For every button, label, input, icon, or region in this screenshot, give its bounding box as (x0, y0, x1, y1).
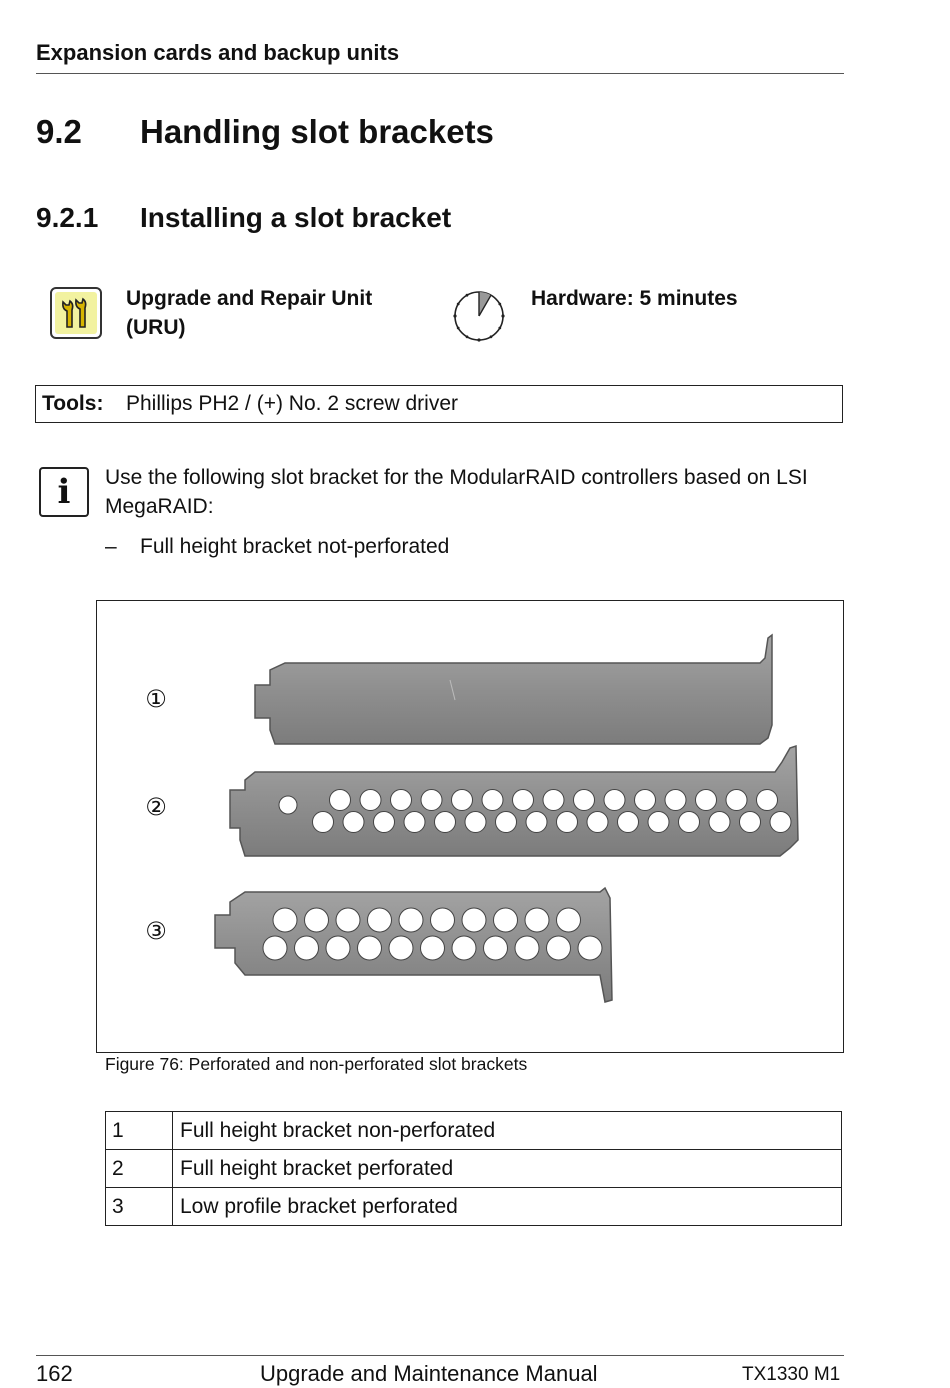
perforation-hole (547, 936, 571, 960)
perforation-hole (330, 790, 351, 811)
perforation-hole (574, 790, 595, 811)
figure-caption: Figure 76: Perforated and non-perforated slot brackets (105, 1054, 528, 1074)
perforation-hole (557, 812, 578, 833)
bracket-non-perforated (255, 635, 772, 744)
legend-text: Low profile bracket perforated (173, 1188, 842, 1226)
perforation-hole (336, 908, 360, 932)
perforation-hole (374, 812, 395, 833)
running-header: Expansion cards and backup units (36, 40, 400, 65)
perforation-hole (404, 812, 425, 833)
legend-table (105, 1111, 842, 1226)
uru-label-line2: (URU) (126, 316, 186, 339)
perforation-hole (462, 908, 486, 932)
legend-num: 2 (106, 1150, 173, 1188)
perforation-hole (665, 790, 686, 811)
legend-num: 1 (106, 1112, 173, 1150)
perforation-hole (399, 908, 423, 932)
model-name: TX1330 M1 (742, 1364, 841, 1385)
section-number: 9.2 (36, 113, 82, 150)
perforation-hole (452, 790, 473, 811)
perforation-hole (604, 790, 625, 811)
perforation-hole (326, 936, 350, 960)
manual-title: Upgrade and Maintenance Manual (260, 1361, 598, 1386)
perforation-hole (515, 936, 539, 960)
bracket-low-profile-perforated (215, 888, 612, 1002)
perforation-hole (526, 812, 547, 833)
slot-brackets-photo (200, 630, 810, 1010)
perforation-hole (618, 812, 639, 833)
perforation-hole (587, 812, 608, 833)
clock-icon (451, 288, 507, 344)
perforation-hole (709, 812, 730, 833)
perforation-hole (391, 790, 412, 811)
perforation-hole (421, 790, 442, 811)
perforation-hole (465, 812, 486, 833)
legend-num: 3 (106, 1188, 173, 1226)
subsection-title: Installing a slot bracket (140, 202, 452, 233)
perforation-hole (358, 936, 382, 960)
perforation-hole (726, 790, 747, 811)
bullet-text: Full height bracket not-perforated (140, 535, 450, 558)
page-number: 162 (36, 1361, 73, 1386)
info-icon: i (39, 467, 89, 517)
wrench-icon (50, 287, 102, 339)
perforation-hole (452, 936, 476, 960)
perforation-hole (557, 908, 581, 932)
perforation-hole (679, 812, 700, 833)
callout-1: ① (145, 686, 167, 713)
table-row (106, 1112, 842, 1150)
perforation-hole (757, 790, 778, 811)
perforation-hole (484, 936, 508, 960)
callout-2: ② (145, 794, 167, 821)
tools-value: Phillips PH2 / (+) No. 2 screw driver (126, 392, 459, 415)
perforation-hole (273, 908, 297, 932)
perforation-hole (770, 812, 791, 833)
legend-text: Full height bracket perforated (173, 1150, 842, 1188)
subsection-number: 9.2.1 (36, 202, 99, 233)
perforation-hole (496, 812, 517, 833)
uru-label-line1: Upgrade and Repair Unit (126, 287, 373, 310)
callout-3: ③ (145, 918, 167, 945)
perforation-hole (360, 790, 381, 811)
perforation-hole (343, 812, 364, 833)
perforation-hole (740, 812, 761, 833)
time-label: Hardware: 5 minutes (531, 287, 738, 310)
table-row (106, 1150, 842, 1188)
perforation-hole (513, 790, 534, 811)
perforation-hole (525, 908, 549, 932)
bracket-full-height-perforated (230, 746, 798, 856)
tools-label: Tools: (42, 392, 104, 415)
perforation-hole (494, 908, 518, 932)
bullet-dash: – (105, 535, 117, 558)
perforation-hole (696, 790, 717, 811)
perforation-hole (435, 812, 456, 833)
tools-box (35, 385, 843, 423)
table-row (106, 1188, 842, 1226)
perforation-hole (368, 908, 392, 932)
legend-text: Full height bracket non-perforated (173, 1112, 842, 1150)
perforation-hole (648, 812, 669, 833)
perforation-hole (635, 790, 656, 811)
perforation-hole (421, 936, 445, 960)
perforation-hole (305, 908, 329, 932)
perforation-hole (578, 936, 602, 960)
perforation-hole (313, 812, 334, 833)
perforation-hole (295, 936, 319, 960)
perforation-hole (389, 936, 413, 960)
perforation-hole (543, 790, 564, 811)
section-title: Handling slot brackets (140, 113, 494, 150)
header-rule (36, 73, 844, 74)
perforation-hole (482, 790, 503, 811)
perforation-hole (263, 936, 287, 960)
footer-rule (36, 1355, 844, 1356)
perforation-hole (431, 908, 455, 932)
note-text: Use the following slot bracket for the ModularRAID controllers based on LSI MegaRAID: (105, 466, 808, 518)
